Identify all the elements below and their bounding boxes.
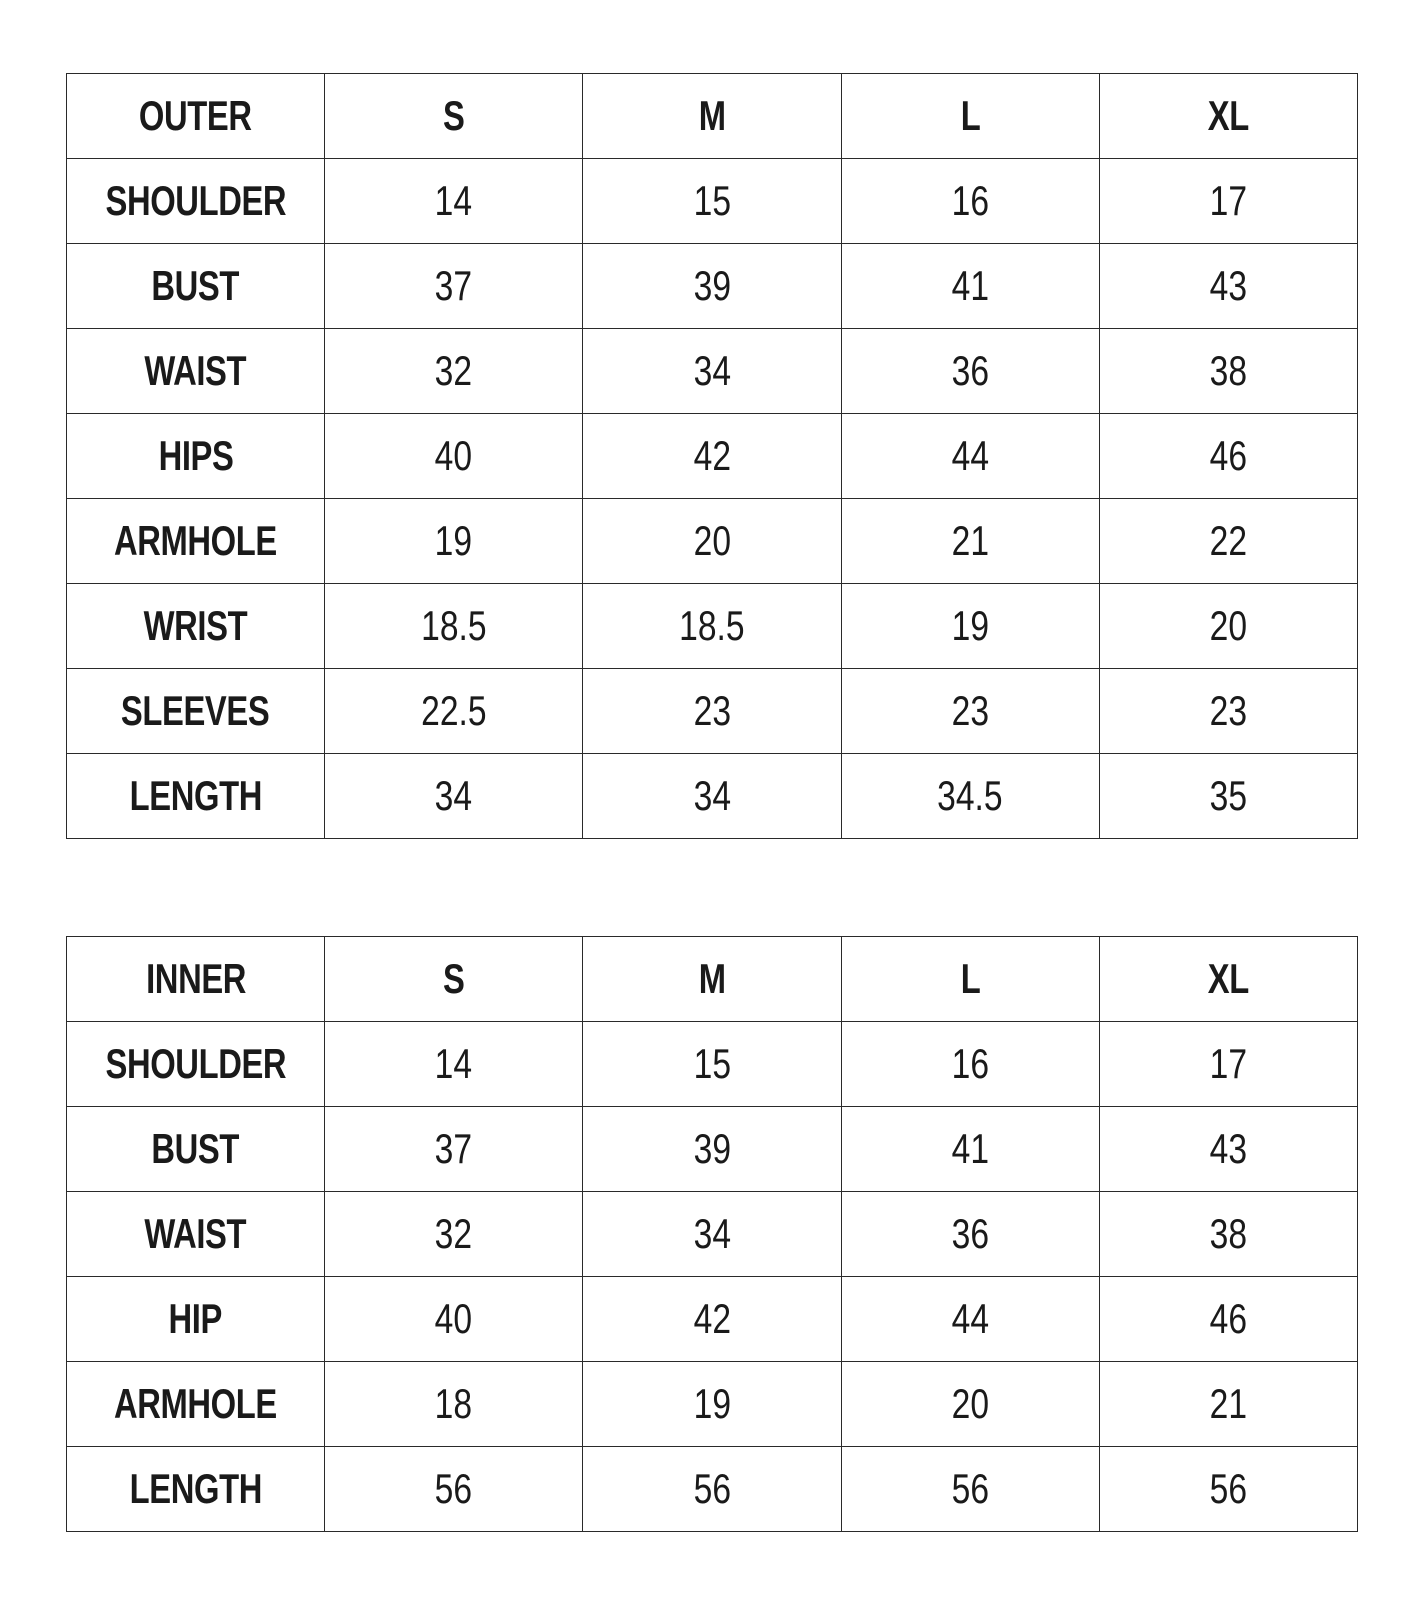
measurement-value: 20 [693, 517, 731, 564]
measurement-value-cell [583, 244, 841, 329]
measurement-value-cell [1099, 1022, 1357, 1107]
measurement-name-cell [67, 754, 325, 839]
measurement-value: 40 [435, 432, 473, 479]
measurement-value-cell [1099, 499, 1357, 584]
measurement-value: 23 [693, 687, 731, 734]
size-label: S [443, 955, 465, 1002]
inner-size-table [66, 936, 1358, 1532]
size-header-cell [841, 937, 1099, 1022]
measurement-value: 56 [1209, 1465, 1248, 1512]
measurement-value-cell [1099, 1107, 1357, 1192]
measurement-value-cell [325, 1022, 583, 1107]
measurement-value-cell [841, 1022, 1099, 1107]
measurement-value: 38 [1209, 1210, 1248, 1257]
table-row [67, 1192, 1358, 1277]
measurement-value: 34 [693, 772, 731, 819]
measurement-value-cell [583, 1022, 841, 1107]
measurement-value: 34 [693, 347, 731, 394]
measurement-name-cell [67, 1277, 325, 1362]
measurement-value-cell [841, 1107, 1099, 1192]
measurement-value: 19 [951, 602, 989, 649]
measurement-value-cell [841, 499, 1099, 584]
measurement-value: 20 [1209, 602, 1248, 649]
measurement-value: 56 [435, 1465, 473, 1512]
measurement-value-cell [325, 1277, 583, 1362]
outer-header-row [67, 74, 1358, 159]
measurement-value-cell [841, 1447, 1099, 1532]
measurement-value: 23 [951, 687, 989, 734]
outer-table-body [67, 74, 1358, 839]
measurement-value-cell [1099, 1277, 1357, 1362]
measurement-value: 42 [693, 1295, 731, 1342]
measurement-name-cell [67, 1107, 325, 1192]
measurement-value: 43 [1209, 262, 1248, 309]
measurement-value: 32 [435, 1210, 473, 1257]
measurement-value-cell [583, 414, 841, 499]
measurement-value: 14 [435, 177, 473, 224]
measurement-value-cell [841, 669, 1099, 754]
measurement-name: LENGTH [129, 772, 262, 819]
measurement-value: 21 [951, 517, 989, 564]
measurement-name-cell [67, 329, 325, 414]
table-row [67, 329, 1358, 414]
table-title-text: OUTER [139, 92, 252, 139]
measurement-value-cell [1099, 414, 1357, 499]
inner-header-row [67, 937, 1358, 1022]
measurement-name: LENGTH [129, 1465, 262, 1512]
size-label: L [960, 955, 980, 1002]
measurement-value-cell [583, 1192, 841, 1277]
measurement-value-cell [841, 1362, 1099, 1447]
measurement-name: WRIST [143, 602, 248, 649]
table-row [67, 1447, 1358, 1532]
measurement-value: 44 [951, 432, 989, 479]
measurement-value-cell [583, 159, 841, 244]
measurement-value-cell [841, 244, 1099, 329]
measurement-value: 36 [951, 347, 989, 394]
measurement-value: 36 [951, 1210, 989, 1257]
size-header-cell [325, 937, 583, 1022]
measurement-value-cell [583, 754, 841, 839]
measurement-value: 40 [435, 1295, 473, 1342]
measurement-name: HIP [168, 1295, 223, 1342]
table-row [67, 244, 1358, 329]
measurement-value: 39 [693, 1125, 731, 1172]
measurement-value: 34.5 [937, 772, 1003, 819]
table-row [67, 584, 1358, 669]
measurement-value: 18.5 [679, 602, 745, 649]
size-label: M [698, 955, 726, 1002]
measurement-value-cell [841, 159, 1099, 244]
measurement-value-cell [841, 754, 1099, 839]
size-label: XL [1207, 955, 1249, 1002]
measurement-value: 42 [693, 432, 731, 479]
measurement-value: 34 [693, 1210, 731, 1257]
measurement-value-cell [583, 669, 841, 754]
size-header-cell [583, 74, 841, 159]
size-label: S [443, 92, 465, 139]
measurement-name: SLEEVES [121, 687, 270, 734]
measurement-value-cell [841, 584, 1099, 669]
measurement-value: 43 [1209, 1125, 1248, 1172]
measurement-value: 16 [951, 1040, 989, 1087]
measurement-value: 39 [693, 262, 731, 309]
table-row [67, 1022, 1358, 1107]
measurement-value: 34 [435, 772, 473, 819]
measurement-name: SHOULDER [105, 177, 286, 224]
measurement-value: 19 [693, 1380, 731, 1427]
measurement-value-cell [325, 329, 583, 414]
measurement-value: 15 [693, 177, 731, 224]
measurement-value-cell [583, 1107, 841, 1192]
measurement-value: 46 [1209, 1295, 1248, 1342]
measurement-value-cell [583, 584, 841, 669]
measurement-value: 41 [951, 262, 989, 309]
measurement-value: 16 [951, 177, 989, 224]
measurement-name-cell [67, 244, 325, 329]
measurement-value: 44 [951, 1295, 989, 1342]
measurement-value-cell [1099, 1362, 1357, 1447]
measurement-name-cell [67, 499, 325, 584]
measurement-value-cell [325, 414, 583, 499]
size-header-cell [583, 937, 841, 1022]
measurement-value-cell [1099, 584, 1357, 669]
measurement-value: 14 [435, 1040, 473, 1087]
measurement-value-cell [841, 1277, 1099, 1362]
measurement-value-cell [1099, 1447, 1357, 1532]
measurement-value-cell [325, 1362, 583, 1447]
measurement-value-cell [325, 1192, 583, 1277]
measurement-name-cell [67, 669, 325, 754]
measurement-value-cell [583, 329, 841, 414]
outer-table-title [67, 74, 325, 159]
measurement-name-cell [67, 1447, 325, 1532]
measurement-value: 17 [1209, 177, 1248, 224]
measurement-value: 20 [951, 1380, 989, 1427]
table-row [67, 1362, 1358, 1447]
measurement-value-cell [841, 329, 1099, 414]
measurement-value-cell [583, 1277, 841, 1362]
measurement-value-cell [1099, 754, 1357, 839]
measurement-value-cell [325, 584, 583, 669]
measurement-value-cell [1099, 159, 1357, 244]
measurement-value: 32 [435, 347, 473, 394]
measurement-name: WAIST [144, 347, 247, 394]
measurement-value-cell [841, 414, 1099, 499]
measurement-value-cell [1099, 1192, 1357, 1277]
measurement-value-cell [325, 499, 583, 584]
measurement-name-cell [67, 1022, 325, 1107]
measurement-name: HIPS [158, 432, 234, 479]
size-header-cell [841, 74, 1099, 159]
measurement-value-cell [325, 244, 583, 329]
table-row [67, 414, 1358, 499]
measurement-value: 22 [1209, 517, 1248, 564]
table-row [67, 1277, 1358, 1362]
measurement-name: ARMHOLE [114, 1380, 278, 1427]
size-label: M [698, 92, 726, 139]
measurement-value: 56 [693, 1465, 731, 1512]
measurement-name: BUST [151, 262, 240, 309]
measurement-value-cell [325, 1107, 583, 1192]
measurement-value-cell [325, 159, 583, 244]
size-label: XL [1207, 92, 1249, 139]
measurement-value-cell [1099, 329, 1357, 414]
table-row [67, 754, 1358, 839]
measurement-value: 21 [1209, 1380, 1248, 1427]
measurement-name: ARMHOLE [114, 517, 278, 564]
table-row [67, 1107, 1358, 1192]
measurement-value: 18 [435, 1380, 473, 1427]
measurement-value: 41 [951, 1125, 989, 1172]
size-header-cell [325, 74, 583, 159]
measurement-value: 15 [693, 1040, 731, 1087]
measurement-name-cell [67, 414, 325, 499]
inner-table-title [67, 937, 325, 1022]
size-header-cell [1099, 937, 1357, 1022]
measurement-value-cell [1099, 244, 1357, 329]
inner-table-body [67, 937, 1358, 1532]
measurement-value-cell [325, 754, 583, 839]
measurement-value: 22.5 [421, 687, 487, 734]
outer-size-table [66, 73, 1358, 839]
measurement-value: 37 [435, 1125, 473, 1172]
measurement-name-cell [67, 1192, 325, 1277]
measurement-value: 35 [1209, 772, 1248, 819]
measurement-value-cell [583, 1447, 841, 1532]
measurement-name: BUST [151, 1125, 240, 1172]
measurement-value: 18.5 [421, 602, 487, 649]
measurement-value: 37 [435, 262, 473, 309]
table-row [67, 669, 1358, 754]
table-title-text: INNER [145, 955, 246, 1002]
measurement-value: 56 [951, 1465, 989, 1512]
measurement-name-cell [67, 159, 325, 244]
measurement-name-cell [67, 1362, 325, 1447]
measurement-value-cell [1099, 669, 1357, 754]
measurement-value-cell [583, 1362, 841, 1447]
measurement-value: 46 [1209, 432, 1248, 479]
measurement-value: 23 [1209, 687, 1248, 734]
measurement-value: 19 [435, 517, 473, 564]
size-header-cell [1099, 74, 1357, 159]
measurement-value-cell [325, 1447, 583, 1532]
table-row [67, 499, 1358, 584]
measurement-value: 38 [1209, 347, 1248, 394]
measurement-name-cell [67, 584, 325, 669]
measurement-value: 17 [1209, 1040, 1248, 1087]
measurement-value-cell [325, 669, 583, 754]
measurement-name: SHOULDER [105, 1040, 286, 1087]
measurement-value-cell [583, 499, 841, 584]
measurement-name: WAIST [144, 1210, 247, 1257]
table-row [67, 159, 1358, 244]
measurement-value-cell [841, 1192, 1099, 1277]
size-label: L [960, 92, 980, 139]
